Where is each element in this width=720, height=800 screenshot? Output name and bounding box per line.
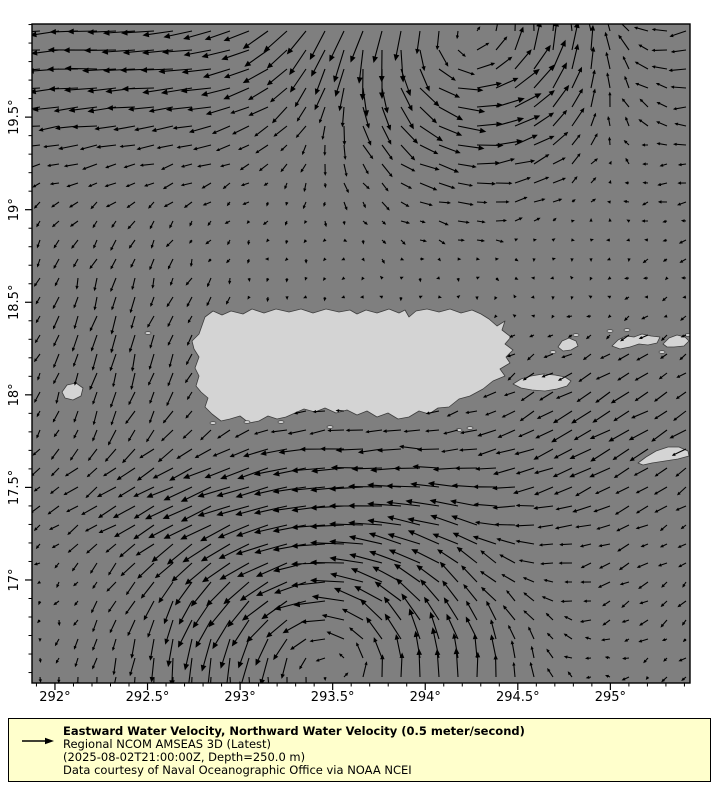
y-tick-label: 17.5°	[7, 469, 22, 506]
y-tick-label: 19.5°	[7, 99, 22, 135]
y-tick-label: 17°	[7, 568, 22, 592]
islet	[210, 422, 216, 425]
velocity-key-arrow-icon	[21, 731, 55, 750]
islet	[467, 427, 473, 430]
x-tick-label: 293°	[224, 690, 256, 705]
islet	[244, 421, 250, 424]
y-tick-label: 18.5°	[7, 284, 22, 320]
x-axis	[36, 683, 684, 705]
x-tick-label: 292°	[39, 690, 71, 705]
islet	[550, 351, 556, 354]
legend-model-line: Regional NCOM AMSEAS 3D (Latest)	[63, 737, 272, 751]
legend-box	[8, 718, 711, 782]
x-tick-label: 294.5°	[495, 690, 540, 705]
y-tick-label: 18°	[7, 383, 22, 407]
x-tick-label: 292.5°	[125, 690, 170, 705]
islet	[278, 421, 284, 424]
islet	[573, 334, 579, 337]
y-axis	[7, 25, 32, 673]
islet	[145, 332, 151, 335]
islet	[624, 329, 630, 332]
x-tick-label: 294°	[409, 690, 441, 705]
legend-time-depth-line: (2025-08-02T21:00:00Z, Depth=250.0 m)	[63, 750, 306, 764]
islet	[607, 330, 613, 333]
legend-title: Eastward Water Velocity, Northward Water Velocity (0.5 meter/second)	[63, 724, 525, 738]
islet	[659, 351, 665, 354]
islet	[327, 426, 333, 429]
x-tick-label: 295°	[594, 690, 627, 705]
legend-credit-line: Data courtesy of Naval Oceanographic Office via NOAA NCEI	[63, 763, 412, 777]
x-tick-label: 293.5°	[310, 690, 355, 705]
y-tick-label: 19°	[7, 198, 22, 222]
